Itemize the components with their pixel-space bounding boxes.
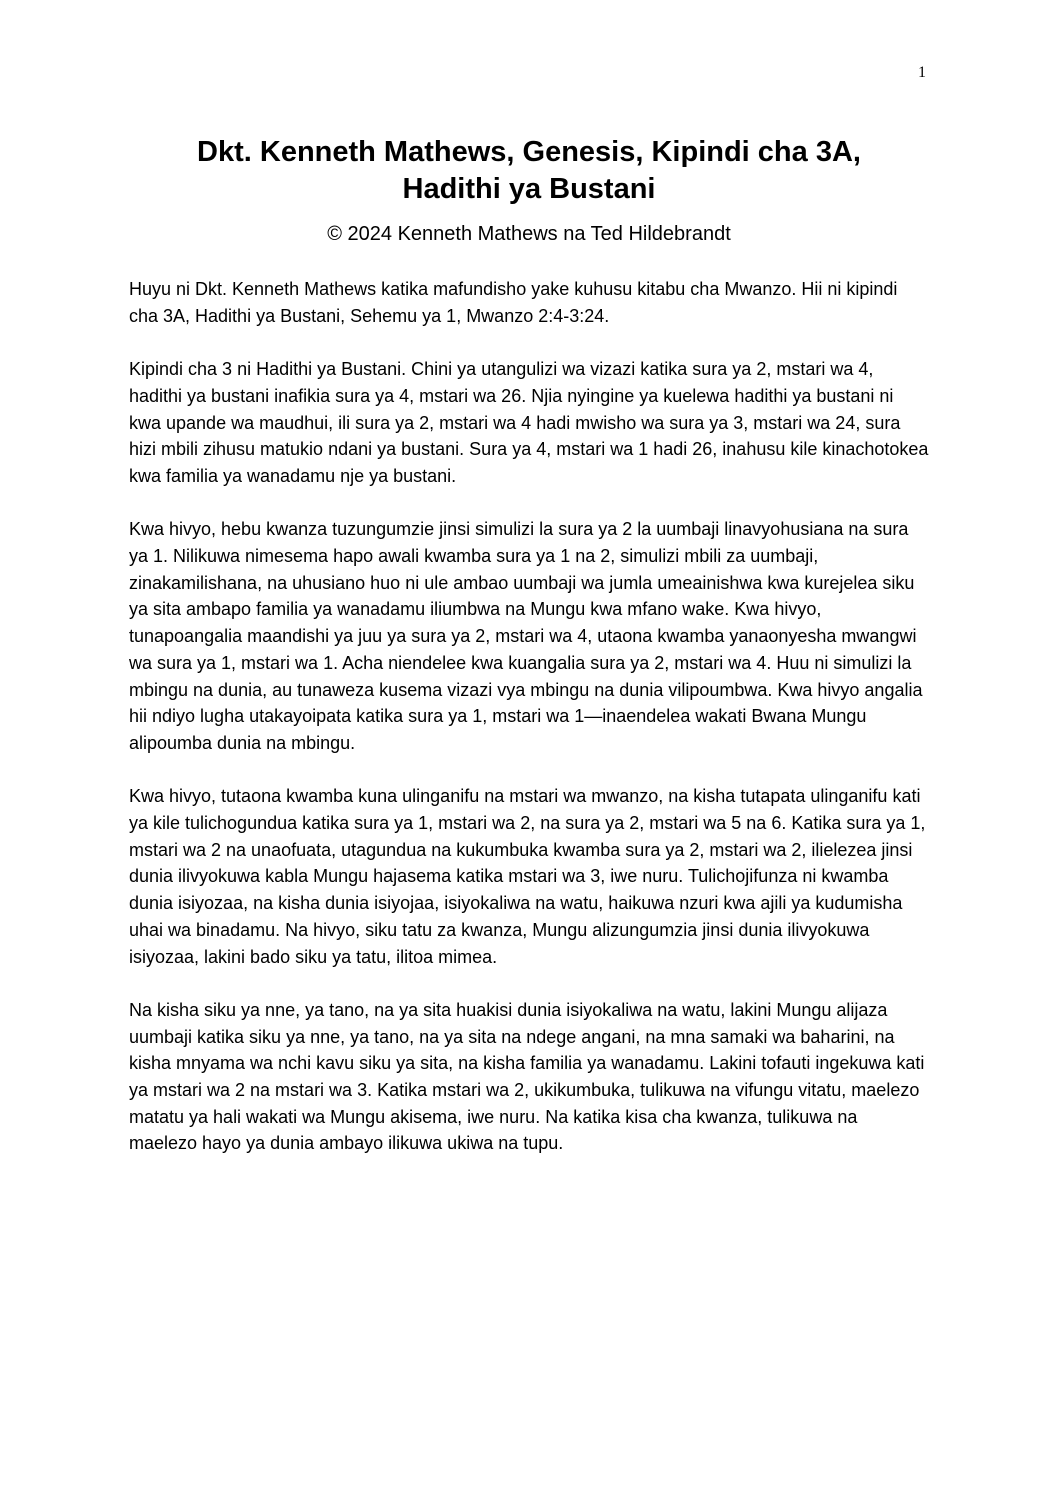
document-title <box>129 134 929 208</box>
paragraph-intro: Huyu ni Dkt. Kenneth Mathews katika mafundisho yake kuhusu kitabu cha Mwanzo. Hii ni kipindi cha 3A, Hadithi ya Bustani, Sehemu ya 1, Mwanzo 2:4-3:24. <box>129 279 898 326</box>
copyright-line: © 2024 Kenneth Mathews na Ted Hildebrandt <box>327 223 731 245</box>
paragraph-3: Kwa hivyo, hebu kwanza tuzungumzie jinsi simulizi la sura ya 2 la uumbaji linavyohusiana na sura ya 1. Nilikuwa nimesema hapo awali kwamba sura ya 1 na 2, simulizi mbili za uumbaji, zinakamilishana, na uhusiano huo ni ule ambao uumbaji wa jumla umeainishwa kwa kurejelea siku ya sita ambapo familia ya wanadamu iliumbwa na Mungu kwa mfano wake. Kwa hivyo, tunapoangalia maandishi ya juu ya sura ya 2, mstari wa 4, utaona kwamba yanaonyesha mwangwi wa sura ya 1, mstari wa 1. Acha niendelee kwa kuangalia sura ya 2, mstari wa 4. Huu ni simulizi la mbingu na dunia, au tunaweza kusema vizazi vya mbingu na dunia vilipoumbwa. Kwa hivyo angalia hii ndiyo lugha utakayoipata katika sura ya 1, mstari wa 1—inaendelea wakati Bwana Mungu alipoumba dunia na mbingu. <box>129 519 923 753</box>
paragraph-5: Na kisha siku ya nne, ya tano, na ya sita huakisi dunia isiyokaliwa na watu, lakini Mungu alijaza uumbaji katika siku ya nne, ya tano, na ya sita na ndege angani, na mna samaki wa baharini, na kisha mnyama wa nchi kavu siku ya sita, na kisha familia ya wanadamu. Lakini tofauti ingekuwa kati ya mstari wa 2 na mstari wa 3. Katika mstari wa 2, ukikumbuka, tulikuwa na vifungu vitatu, maelezo matatu ya hali wakati wa Mungu akisema, iwe nuru. Na katika kisa cha kwanza, tulikuwa na maelezo hayo ya dunia ambayo ilikuwa ukiwa na tupu. <box>129 999 925 1154</box>
paragraph-4: Kwa hivyo, tutaona kwamba kuna ulinganifu na mstari wa mwanzo, na kisha tutapata ulinganifu kati ya kile tulichogundua katika sura ya 1, mstari wa 2, na sura ya 2, mstari wa 5 na 6. Katika sura ya 1, mstari wa 2 na unaofuata, utagundua na kukumbuka kwamba sura ya 2, mstari wa 2, ilielezea jinsi dunia ilivyokuwa kabla Mungu hajasema katika mstari wa 3, iwe nuru. Tulichojifunza ni kwamba dunia isiyozaa, na kisha dunia isiyojaa, isiyokaliwa na watu, haikuwa nzuri kwa ajili ya kudumisha uhai wa binadamu. Na hivyo, siku tatu za kwanza, Mungu alizungumzia jinsi dunia ilivyokuwa isiyozaa, lakini bado siku ya tatu, ilitoa mimea. <box>129 786 926 967</box>
paragraph-2: Kipindi cha 3 ni Hadithi ya Bustani. Chini ya utangulizi wa vizazi katika sura ya 2, mstari wa 4, hadithi ya bustani inafikia sura ya 4, mstari wa 26. Njia nyingine ya kuelewa hadithi ya bustani ni kwa upande wa maudhui, ili sura ya 2, mstari wa 4 hadi mwisho wa sura ya 3, mstari wa 24, sura hizi mbili zihusu matukio ndani ya bustani. Sura ya 4, mstari wa 1 hadi 26, inahusu kile kinachotokea kwa familia ya wanadamu nje ya bustani. <box>129 359 929 486</box>
document-title-line-1: Dkt. Kenneth Mathews, Genesis, Kipindi cha 3A, <box>197 136 861 168</box>
page-number: 1 <box>918 64 926 81</box>
document-title-line-2: Hadithi ya Bustani <box>402 173 656 205</box>
document-body <box>129 276 929 1184</box>
